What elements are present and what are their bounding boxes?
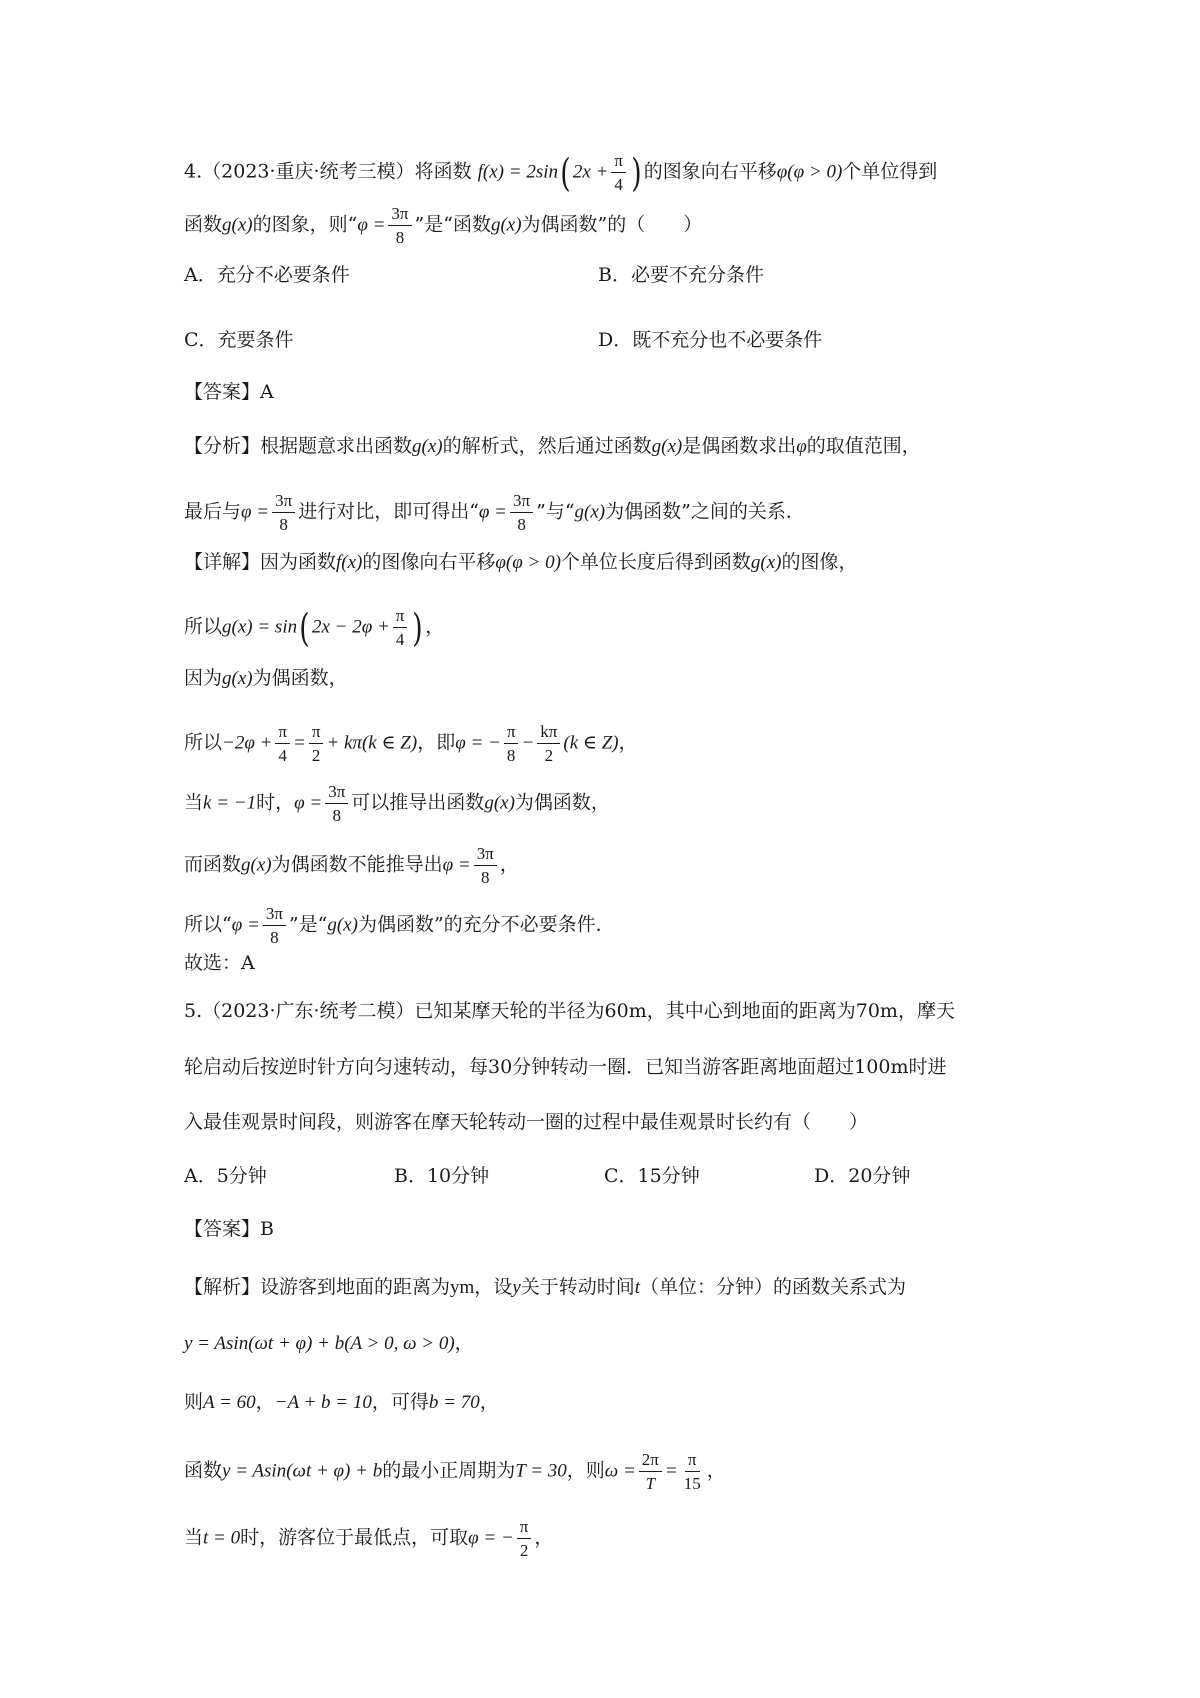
math-eq: = xyxy=(664,1460,678,1482)
q4-text: 所以“ xyxy=(184,913,232,936)
fraction-pi-4 xyxy=(393,607,408,648)
frac-den: T xyxy=(645,1474,656,1493)
fraction-3pi-8 xyxy=(272,492,295,533)
frac-num: π xyxy=(393,607,408,628)
fraction-pi-4 xyxy=(611,152,626,193)
q4-text: ”是“函数 xyxy=(414,213,491,236)
math-eq: = xyxy=(293,732,306,754)
frac-num: 3π xyxy=(388,205,411,226)
q5-text: 关于转动时间 xyxy=(520,1276,635,1298)
frac-den: 8 xyxy=(332,806,341,825)
q5-text: 当 xyxy=(184,1526,204,1549)
math-phi-cond: φ(φ > 0) xyxy=(495,552,561,573)
frac-num: 3π xyxy=(474,845,497,866)
math-minus: − xyxy=(521,732,535,754)
math-phi-eq: φ = xyxy=(294,792,323,814)
frac-num: 3π xyxy=(510,492,533,513)
q5-option-a: A．5分钟 xyxy=(184,1165,267,1187)
frac-num: 3π xyxy=(325,783,348,804)
math-gx: g(x) xyxy=(241,854,272,876)
fraction-pi-4 xyxy=(275,723,290,764)
q4-answer: 【答案】A xyxy=(184,381,274,403)
q4-text: 当 xyxy=(184,791,204,814)
q4-step-2 xyxy=(184,607,1050,648)
q5-text: 函数 xyxy=(184,1459,223,1482)
math-gx: g(x) xyxy=(412,436,443,457)
q5-text: 【解析】设游客到地面的距离为 xyxy=(184,1276,451,1298)
frac-den: 2 xyxy=(544,746,554,765)
frac-den: 15 xyxy=(683,1474,701,1493)
math-a: A = 60 xyxy=(203,1392,256,1413)
q5-option-c: C．15分钟 xyxy=(604,1165,700,1187)
math-expr: (k ∈ Z) xyxy=(563,732,619,754)
frac-den: 2 xyxy=(311,746,321,765)
fraction-pi-15 xyxy=(681,1451,704,1492)
math-model: y = Asin(ωt + φ) + b(A > 0, ω > 0) xyxy=(184,1333,455,1354)
math-expr: −2φ + xyxy=(222,732,273,754)
q5-text: ，设 xyxy=(474,1276,513,1298)
math-gx-sin: g(x) = sin xyxy=(222,616,298,638)
q4-text: ，即 xyxy=(417,731,456,754)
frac-num: kπ xyxy=(537,723,560,744)
frac-num: π xyxy=(309,723,324,744)
q4-analysis-line-1 xyxy=(184,437,1050,456)
q4-line-2 xyxy=(184,205,1050,246)
q4-step-7 xyxy=(184,905,1050,946)
math-phi: φ xyxy=(796,436,807,457)
q4-text: 的图像向右平移 xyxy=(362,551,496,573)
q4-step-4 xyxy=(184,723,1050,764)
q5-explain-line-4 xyxy=(184,1451,1050,1492)
q4-text: 个单位得到 xyxy=(842,160,938,183)
q4-text: 所以 xyxy=(184,731,223,754)
q4-choose: 故选：A xyxy=(184,952,255,974)
fraction-3pi-8 xyxy=(474,845,497,886)
q4-text: 因为 xyxy=(184,667,223,689)
q4-text: 而函数 xyxy=(184,853,242,876)
q4-number: 4. xyxy=(184,160,203,183)
math-period: T = 30 xyxy=(515,1460,567,1482)
math-phi-eq: φ = xyxy=(357,214,386,236)
q4-option-d: D．既不充分也不必要条件 xyxy=(598,329,823,351)
paren-right: ) xyxy=(631,150,642,195)
q5-option-b: B．10分钟 xyxy=(394,1165,490,1187)
q5-explain-line-5 xyxy=(184,1518,1050,1559)
q4-text: 函数 xyxy=(184,213,223,236)
q4-text: ”与“ xyxy=(536,500,575,523)
frac-den: 8 xyxy=(279,515,288,534)
math-k: k = −1 xyxy=(203,792,257,814)
math-phi-eq: φ = xyxy=(241,501,270,523)
fraction-3pi-8 xyxy=(388,205,411,246)
math-phi-eq: φ = − xyxy=(468,1527,514,1549)
math-f-expr: f(x) = 2sin xyxy=(477,161,559,183)
q5-answer: 【答案】B xyxy=(184,1218,274,1240)
math-phi-cond: φ(φ > 0) xyxy=(776,161,843,183)
math-gx: g(x) xyxy=(651,436,683,457)
frac-den: 2 xyxy=(519,1541,529,1560)
math-expr: + kπ(k ∈ Z) xyxy=(326,732,418,754)
q4-option-b: B．必要不充分条件 xyxy=(598,264,764,286)
math-gx: g(x) xyxy=(222,668,253,689)
math-y: y xyxy=(512,1277,521,1298)
q4-text: 的取值范围， xyxy=(806,435,921,457)
q4-text: ”是“ xyxy=(288,913,328,936)
q5-option-d: D．20分钟 xyxy=(814,1165,911,1187)
q4-text: 【分析】根据题意求出函数 xyxy=(184,435,413,457)
q4-analysis-line-2 xyxy=(184,492,1050,533)
q5-explain-line-2 xyxy=(184,1334,1050,1353)
math-gx: g(x) xyxy=(327,914,358,936)
frac-num: π xyxy=(504,723,519,744)
q5-line-1: 5.（2023·广东·统考二模）已知某摩天轮的半径为60m，其中心到地面的距离为70m，摩天 xyxy=(184,1000,955,1022)
q5-text: ， xyxy=(454,1332,474,1354)
math-gx: g(x) xyxy=(484,792,515,814)
math-omega: ω = xyxy=(604,1460,636,1482)
q4-text: ， xyxy=(499,853,519,876)
q5-text: ， xyxy=(534,1526,554,1549)
frac-num: 3π xyxy=(272,492,295,513)
q4-text: 最后与 xyxy=(184,500,242,523)
q4-step-6 xyxy=(184,845,1050,886)
q4-option-c: C．充要条件 xyxy=(184,329,294,351)
q5-line-2: 轮启动后按逆时针方向匀速转动，每30分钟转动一圈．已知当游客距离地面超过100m时进 xyxy=(184,1056,947,1078)
frac-num: 2π xyxy=(639,1451,662,1472)
q5-text: ， xyxy=(706,1459,726,1482)
q4-line-1 xyxy=(184,152,1050,193)
frac-den: 8 xyxy=(517,515,526,534)
q4-text: 可以推导出函数 xyxy=(351,791,485,814)
q4-text: ， xyxy=(618,731,638,754)
q4-text: 为偶函数， xyxy=(252,667,348,689)
fraction-pi-2 xyxy=(309,723,324,764)
fraction-3pi-8 xyxy=(263,905,286,946)
q4-text: 的解析式，然后通过函数 xyxy=(442,435,652,457)
q5-text: ，则 xyxy=(566,1459,605,1482)
frac-num: 3π xyxy=(263,905,286,926)
q4-text: 个单位长度后得到函数 xyxy=(560,551,751,573)
frac-den: 4 xyxy=(614,175,623,194)
fraction-3pi-8 xyxy=(510,492,533,533)
q5-text: 的最小正周期为 xyxy=(382,1459,516,1482)
math-t: t xyxy=(634,1277,641,1298)
q4-source: （2023·重庆·统考三模） xyxy=(202,160,415,183)
q4-text: 为偶函数”的充分不必要条件． xyxy=(357,913,615,936)
frac-den: 8 xyxy=(270,928,279,947)
math-fx: f(x) xyxy=(336,552,363,573)
math-ym: ym xyxy=(450,1277,475,1298)
math-phi-eq: φ = xyxy=(478,501,508,523)
frac-den: 4 xyxy=(395,630,405,649)
q5-explain-line-3 xyxy=(184,1393,1050,1412)
math-phi-eq: φ = xyxy=(442,854,471,876)
math-arg: 2x − 2φ + xyxy=(311,616,390,638)
math-phi-eq: φ = xyxy=(231,914,260,936)
math-gx: g(x) xyxy=(490,214,522,236)
math-gx: g(x) xyxy=(574,501,606,523)
frac-den: 8 xyxy=(506,746,516,765)
q4-text: 将函数 xyxy=(414,160,472,183)
math-expr: φ = − xyxy=(455,732,501,754)
frac-num: π xyxy=(611,152,626,173)
fraction-pi-2 xyxy=(517,1518,532,1559)
q4-text: 为偶函数”之间的关系． xyxy=(605,500,805,523)
math-gx: g(x) xyxy=(750,552,782,573)
frac-num: π xyxy=(517,1518,532,1539)
q4-step-3 xyxy=(184,669,1050,688)
q4-text: 时， xyxy=(256,791,295,814)
q4-text: 所以 xyxy=(184,615,223,638)
paren-left: ( xyxy=(560,150,571,195)
frac-den: 4 xyxy=(278,746,287,765)
fraction-kpi-2 xyxy=(537,723,560,764)
q5-line-3: 入最佳观景时间段，则游客在摩天轮转动一圈的过程中最佳观景时长约有（ ） xyxy=(184,1111,869,1133)
fraction-3pi-8 xyxy=(325,783,348,824)
q4-option-a: A．充分不必要条件 xyxy=(184,264,350,286)
q4-text: 的图像， xyxy=(781,551,858,573)
q4-step-5 xyxy=(184,783,1050,824)
q4-text: 【详解】因为函数 xyxy=(184,551,337,573)
math-expr: −A + b = 10 xyxy=(274,1392,372,1413)
q5-text: ， xyxy=(479,1391,499,1413)
frac-num: π xyxy=(685,1451,700,1472)
q5-text: ， xyxy=(255,1391,275,1413)
math-t0: t = 0 xyxy=(203,1527,241,1549)
fraction-pi-8 xyxy=(504,723,519,764)
math-arg: 2x + xyxy=(572,161,609,183)
q5-text: 时，游客位于最低点，可取 xyxy=(240,1526,469,1549)
paren-left: ( xyxy=(299,605,310,650)
fraction-2pi-t xyxy=(639,1451,662,1492)
q4-text: 为偶函数”的（ ） xyxy=(521,213,703,236)
q5-explain-line-1 xyxy=(184,1278,1050,1297)
q4-text: 为偶函数不能推导出 xyxy=(271,853,443,876)
q4-text: ， xyxy=(425,615,445,638)
q4-text: 是偶函数求出 xyxy=(682,435,797,457)
frac-den: 8 xyxy=(395,228,405,247)
frac-den: 8 xyxy=(481,868,490,887)
q5-text: （单位：分钟）的函数关系式为 xyxy=(640,1276,907,1298)
q4-text: 的图象，则“ xyxy=(252,213,358,236)
math-gx: g(x) xyxy=(222,214,253,236)
q5-text: ，可得 xyxy=(371,1391,429,1413)
q4-detail-line-1 xyxy=(184,553,1050,572)
frac-num: π xyxy=(275,723,290,744)
math-b: b = 70 xyxy=(428,1392,480,1413)
q5-text: 则 xyxy=(184,1391,204,1413)
q4-text: 的图象向右平移 xyxy=(643,160,777,183)
math-model: y = Asin(ωt + φ) + b xyxy=(222,1460,383,1482)
q4-text: 进行对比，即可得出“ xyxy=(298,500,479,523)
paren-right: ) xyxy=(412,605,423,650)
q4-text: 为偶函数， xyxy=(514,791,610,814)
